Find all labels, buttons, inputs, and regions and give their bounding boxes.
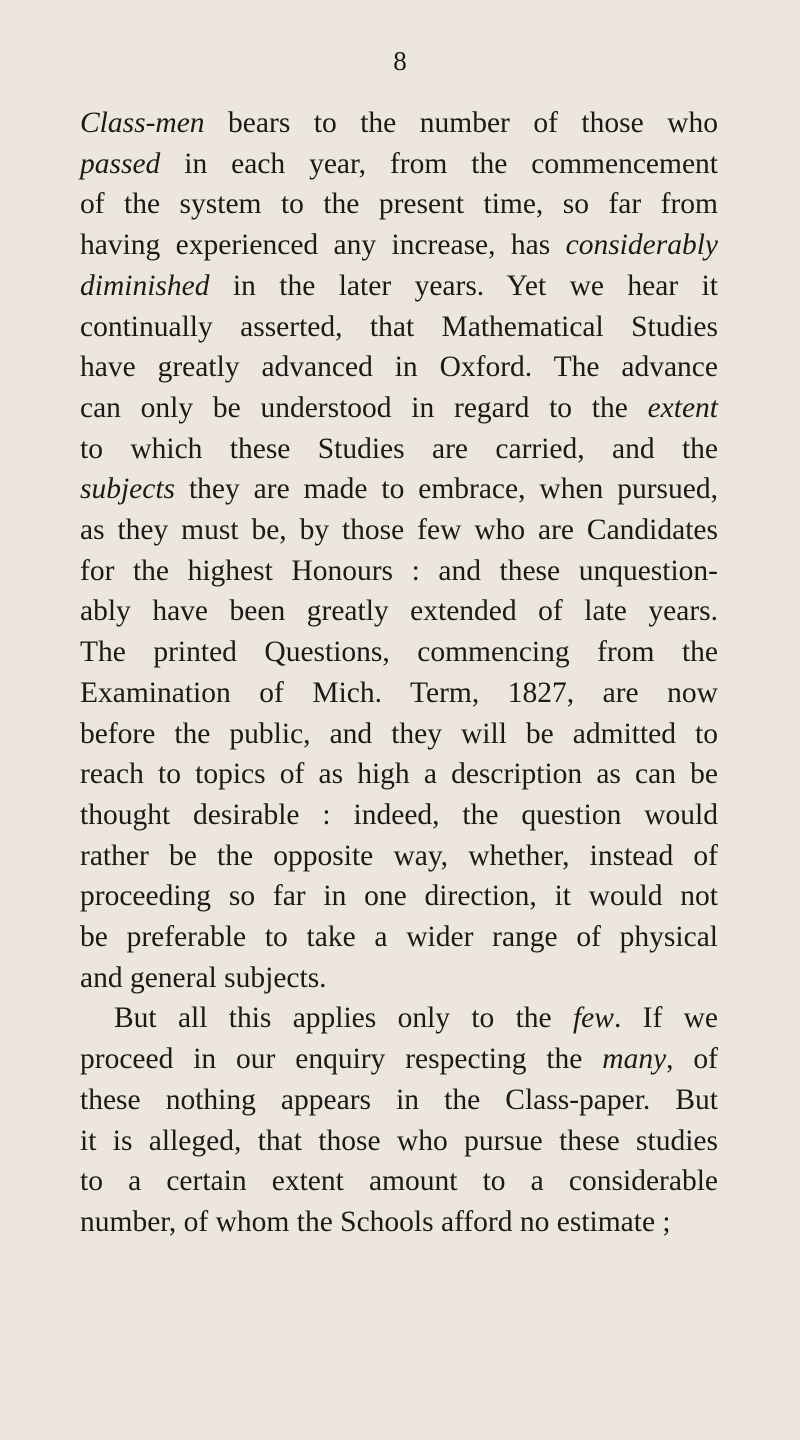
text-line [80, 795, 718, 835]
text-line [80, 876, 718, 916]
text-line [80, 510, 718, 550]
text-line [114, 998, 718, 1038]
text-segment: number, of whom the Schools afford no estimate ; [80, 1205, 671, 1238]
text-segment: in each year, from the commencement [160, 147, 718, 180]
text-segment: The printed Questions, commencing from the [80, 636, 718, 669]
text-line [80, 144, 718, 184]
italic-text: diminished [80, 269, 210, 302]
text-segment: as they must be, by those few who are Candidates [80, 514, 718, 546]
text-segment: thought desirable : indeed, the question would [80, 798, 718, 831]
text-segment: continually asserted, that Mathematical Studies [80, 310, 718, 343]
text-line [80, 714, 718, 754]
text-line [80, 551, 718, 591]
text-segment: be preferable to take a wider range of physical [80, 921, 718, 953]
text-line [80, 1039, 718, 1079]
text-line [80, 958, 718, 998]
text-line [80, 347, 718, 387]
text-segment: of the system to the present time, so far from [80, 188, 718, 221]
text-segment: proceeding so far in one direction, it would not [80, 880, 718, 913]
italic-text: many [602, 1043, 667, 1076]
italic-text: extent [647, 391, 718, 424]
text-segment: and general subjects. [80, 961, 327, 994]
text-line [80, 632, 718, 672]
italic-text: few [572, 1002, 614, 1035]
text-segment: . If we [613, 1002, 718, 1035]
text-segment: having experienced any increase, has [80, 229, 566, 262]
italic-text: subjects [80, 473, 176, 506]
page-number: 8 [393, 46, 407, 76]
text-segment: have greatly advanced in Oxford. The advance [80, 351, 718, 384]
italic-text: Class-men [80, 107, 205, 139]
text-segment: to a certain extent amount to a considerable [80, 1165, 718, 1198]
text-line [80, 184, 718, 224]
text-line [80, 1080, 718, 1120]
text-segment: before the public, and they will be admitted to [80, 717, 718, 750]
text-line [80, 1202, 718, 1242]
text-line [80, 429, 718, 469]
text-segment: to which these Studies are carried, and the [80, 432, 718, 465]
text-segment: proceed in our enquiry respecting the [80, 1043, 603, 1076]
text-line [80, 1121, 718, 1161]
text-line [80, 673, 718, 713]
text-segment: for the highest Honours : and these unquestion- [80, 554, 718, 587]
text-segment: Examination of Mich. Term, 1827, are now [80, 676, 718, 709]
italic-text: passed [80, 147, 161, 180]
text-segment: in the later years. Yet we hear it [209, 269, 718, 302]
text-line [80, 266, 718, 306]
italic-text: considerably [565, 229, 718, 262]
text-line [80, 836, 718, 876]
text-segment: can only be understood in regard to the [80, 391, 648, 424]
text-segment: But all this applies only to the [114, 1002, 573, 1035]
text-segment: it is alleged, that those who pursue these studies [80, 1124, 718, 1157]
text-line [80, 103, 718, 143]
text-line [80, 307, 718, 347]
text-line [80, 388, 718, 428]
text-line [80, 1161, 718, 1201]
text-segment: bears to the number of those who [204, 107, 718, 139]
text-segment: ably have been greatly extended of late years. [80, 595, 718, 628]
text-line [80, 225, 718, 265]
text-segment: , of [666, 1043, 718, 1076]
text-segment: these nothing appears in the Class-paper. But [80, 1083, 718, 1116]
text-line [80, 469, 718, 509]
text-line [80, 754, 718, 794]
text-line [80, 591, 718, 631]
text-segment: they are made to embrace, when pursued, [175, 473, 718, 506]
text-segment: rather be the opposite way, whether, instead of [80, 839, 718, 872]
text-line [80, 917, 718, 957]
text-segment: reach to topics of as high a description as can be [80, 758, 718, 791]
